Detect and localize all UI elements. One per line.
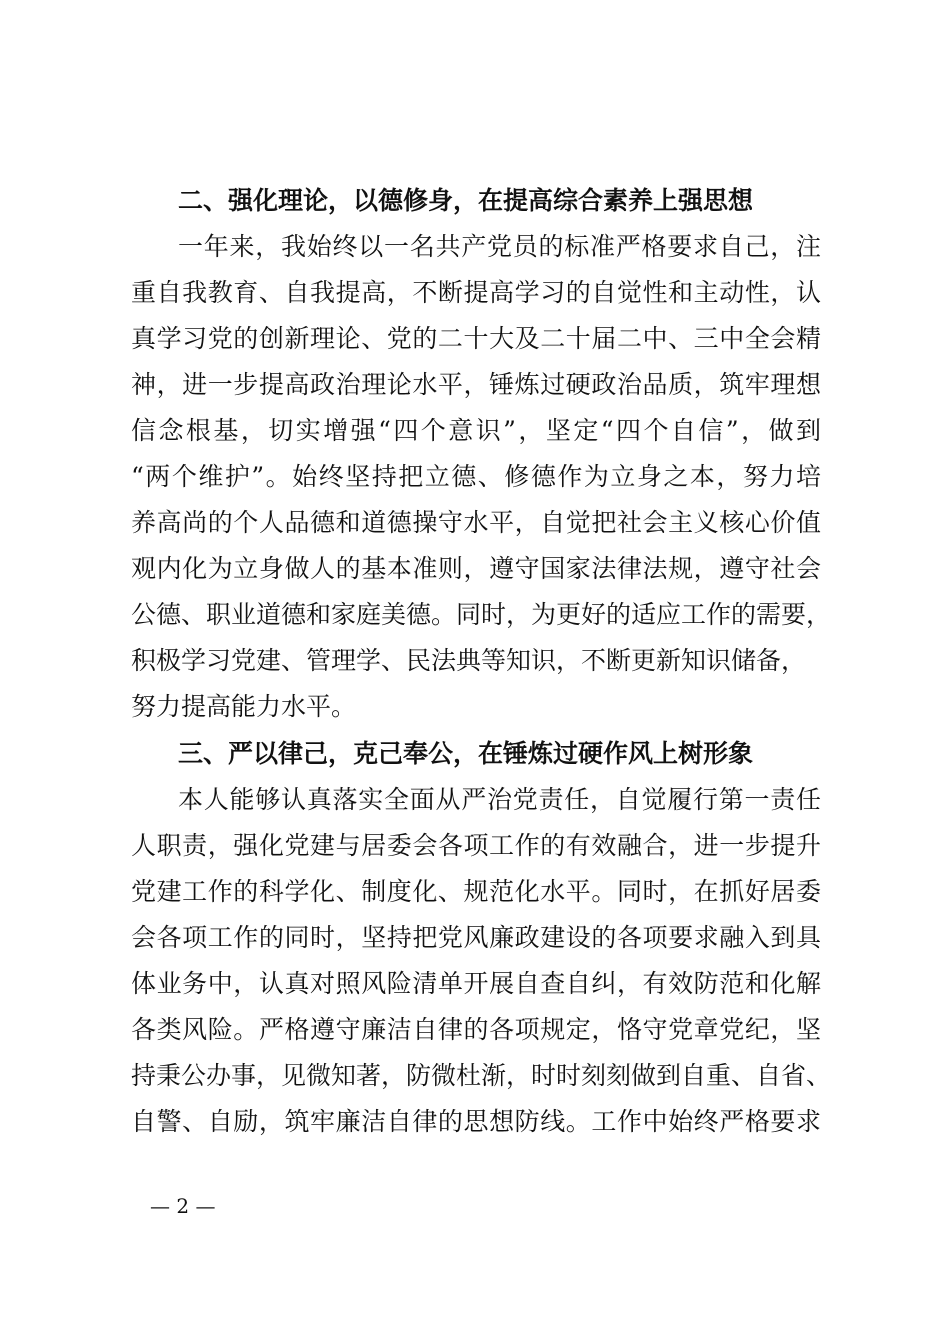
section-3-line: 会各项工作的同时，坚持把党风廉政建设的各项要求融入到具 bbox=[131, 923, 821, 952]
section-3-line: 人职责，强化党建与居委会各项工作的有效融合，进一步提升 bbox=[131, 831, 821, 860]
section-3-line: 体业务中，认真对照风险清单开展自查自纠，有效防范和化解 bbox=[131, 969, 821, 998]
section-2-line: 公德、职业道德和家庭美德。同时，为更好的适应工作的需要， bbox=[131, 600, 832, 629]
section-3-line: 各类风险。严格遵守廉洁自律的各项规定，恪守党章党纪，坚 bbox=[131, 1015, 821, 1044]
section-2-line: 积极学习党建、管理学、民法典等知识，不断更新知识储备， bbox=[131, 646, 807, 675]
section-2-line: 重自我教育、自我提高，不断提高学习的自觉性和主动性，认 bbox=[131, 278, 821, 307]
section-2-line: 养高尚的个人品德和道德操守水平，自觉把社会主义核心价值 bbox=[131, 508, 821, 537]
section-2-line: 神，进一步提高政治理论水平，锤炼过硬政治品质，筑牢理想 bbox=[131, 370, 821, 399]
section-3-line: 自警、自励，筑牢廉洁自律的思想防线。工作中始终严格要求 bbox=[131, 1107, 821, 1136]
section-2-line: “两个维护”。始终坚持把立德、修德作为立身之本，努力培 bbox=[131, 462, 821, 491]
section-3-line: 党建工作的科学化、制度化、规范化水平。同时，在抓好居委 bbox=[131, 877, 821, 906]
section-2-heading: 二、强化理论，以德修身，在提高综合素养上强思想 bbox=[178, 186, 754, 215]
page-number: — 2 — bbox=[150, 1194, 216, 1218]
section-3-line: 本人能够认真落实全面从严治党责任，自觉履行第一责任 bbox=[178, 785, 821, 814]
section-2-line: 努力提高能力水平。 bbox=[131, 692, 357, 721]
section-2-line: 信念根基，切实增强“四个意识”，坚定“四个自信”，做到 bbox=[131, 416, 821, 445]
section-3-heading: 三、严以律己，克己奉公，在锤炼过硬作风上树形象 bbox=[178, 739, 754, 768]
section-3-line: 持秉公办事，见微知著，防微杜渐，时时刻刻做到自重、自省、 bbox=[131, 1061, 832, 1090]
section-2-line: 一年来，我始终以一名共产党员的标准严格要求自己，注 bbox=[178, 232, 821, 261]
section-2-line: 真学习党的创新理论、党的二十大及二十届二中、三中全会精 bbox=[131, 324, 821, 353]
section-2-line: 观内化为立身做人的基本准则，遵守国家法律法规，遵守社会 bbox=[131, 554, 821, 583]
